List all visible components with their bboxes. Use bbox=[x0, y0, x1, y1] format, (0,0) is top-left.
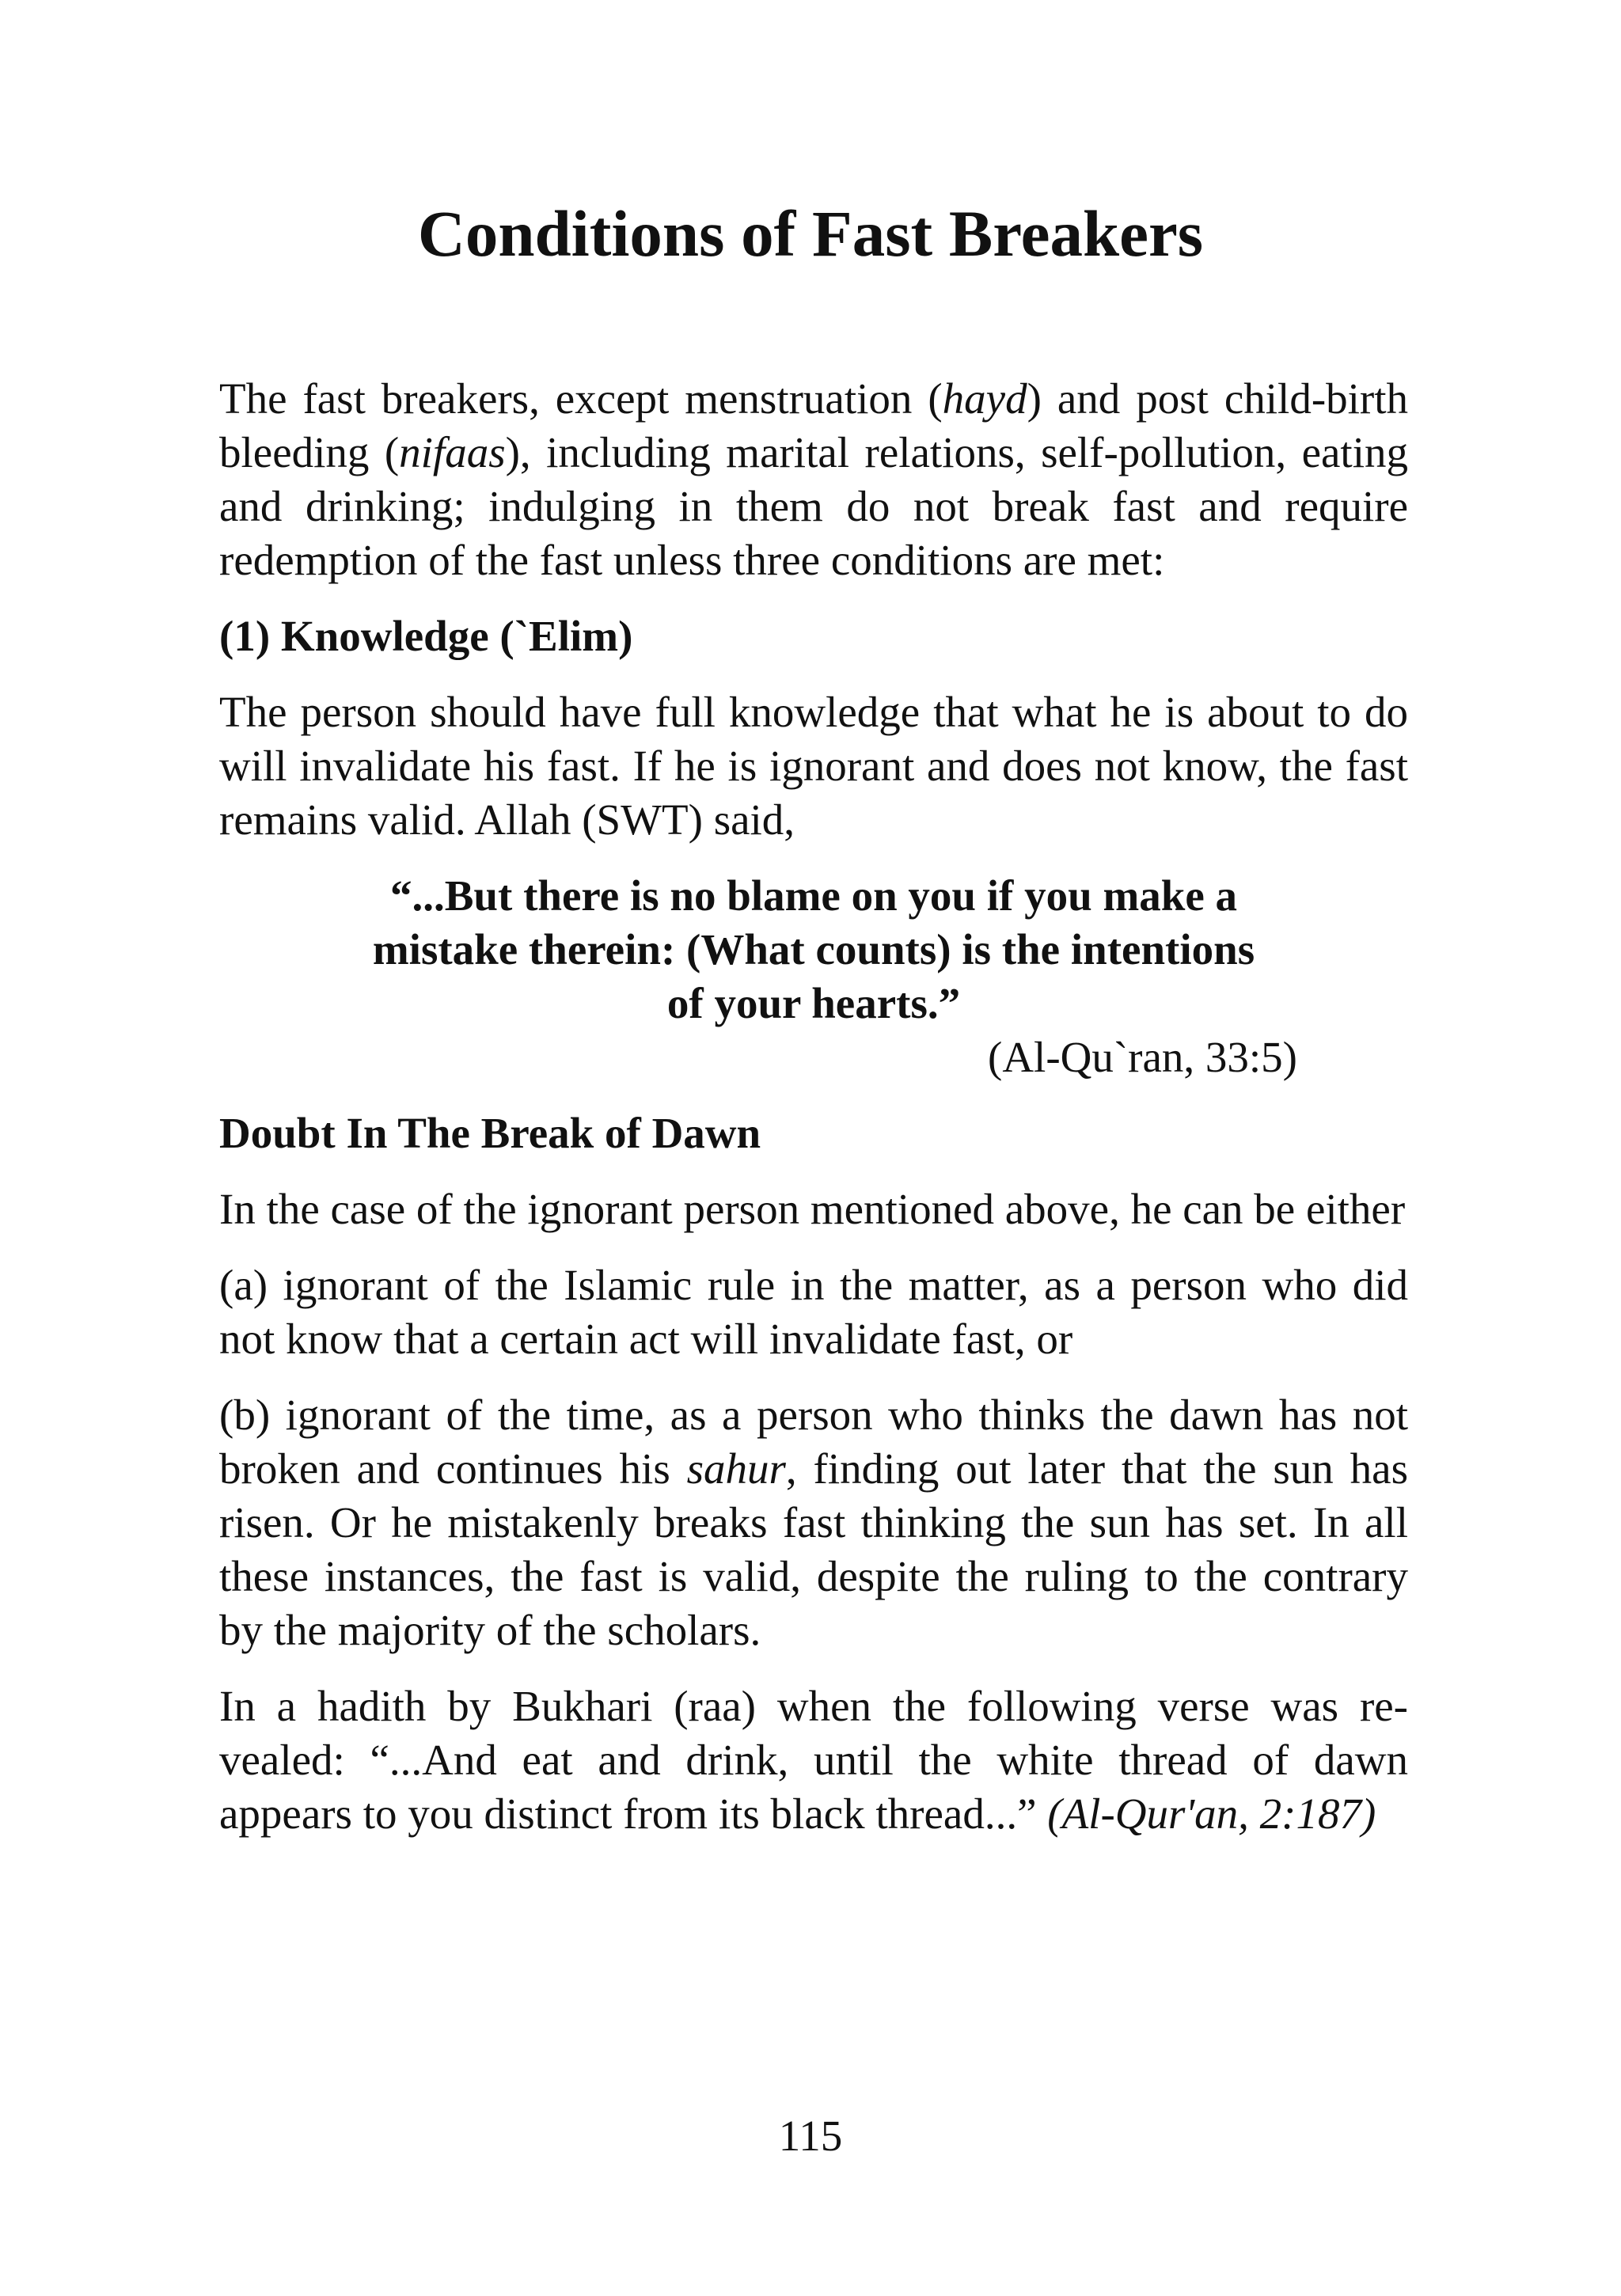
intro-text-1: The fast breakers, except menstruation ( bbox=[219, 374, 943, 423]
intro-term-nifaas: nifaas bbox=[399, 428, 506, 476]
item-b-term-sahur: sahur bbox=[686, 1444, 786, 1493]
page-number: 115 bbox=[778, 2112, 843, 2160]
page-title: Conditions of Fast Breakers bbox=[417, 197, 1204, 270]
hadith-text: In a hadith by Bukhari (raa) when the following verse was re-vealed: “...And eat and drink, until the white thread of dawn appears to you distinct from its black thread...” bbox=[219, 1682, 1408, 1838]
quote-line-3: of your hearts.” bbox=[666, 979, 961, 1027]
knowledge-paragraph: The person should have full knowledge that what he is about to do will invalidate his fast. If he is ignorant and does not know, the fast remains valid. Allah (SWT) said, bbox=[219, 688, 1408, 844]
item-b-text-2: , finding out later that the sun has risen. Or he mistakenly breaks fast thinking the sun has set. In all these instances, the fast is valid, despite the ruling to the contrary by the majority of the scholars. bbox=[219, 1444, 1408, 1654]
heading-knowledge: (1) Knowledge (`Elim) bbox=[219, 612, 633, 660]
intro-text-3: ), including marital relations, self-pollution, eating and drinking; indulging in them do not break fast and require redemption of the fast unless three conditions are met: bbox=[219, 428, 1408, 584]
item-b-paragraph bbox=[219, 1388, 1408, 1657]
hadith-paragraph bbox=[219, 1679, 1408, 1841]
page-body bbox=[219, 372, 1408, 1863]
intro-term-hayd: hayd bbox=[942, 374, 1027, 423]
quran-quote bbox=[219, 869, 1408, 1030]
intro-paragraph bbox=[219, 372, 1408, 587]
item-b-text-1: (b) ignorant of the time, as a person who thinks the dawn has not broken and continues his bbox=[219, 1391, 1408, 1493]
quote-line-1: “...But there is no blame on you if you make a bbox=[389, 871, 1238, 920]
quote-reference: (Al-Qu`ran, 33:5) bbox=[988, 1033, 1297, 1081]
quote-line-2: mistake therein: (What counts) is the intentions bbox=[372, 925, 1255, 973]
intro-text-2: ) and post child-birth bleeding ( bbox=[219, 374, 1409, 476]
item-a-paragraph: (a) ignorant of the Islamic rule in the matter, as a person who did not know that a certain act will invalidate fast, or bbox=[219, 1261, 1408, 1363]
heading-doubt: Doubt In The Break of Dawn bbox=[219, 1109, 761, 1157]
doubt-paragraph: In the case of the ignorant person mentioned above, he can be either bbox=[219, 1185, 1406, 1233]
hadith-reference: (Al-Qur'an, 2:187) bbox=[1047, 1789, 1376, 1838]
